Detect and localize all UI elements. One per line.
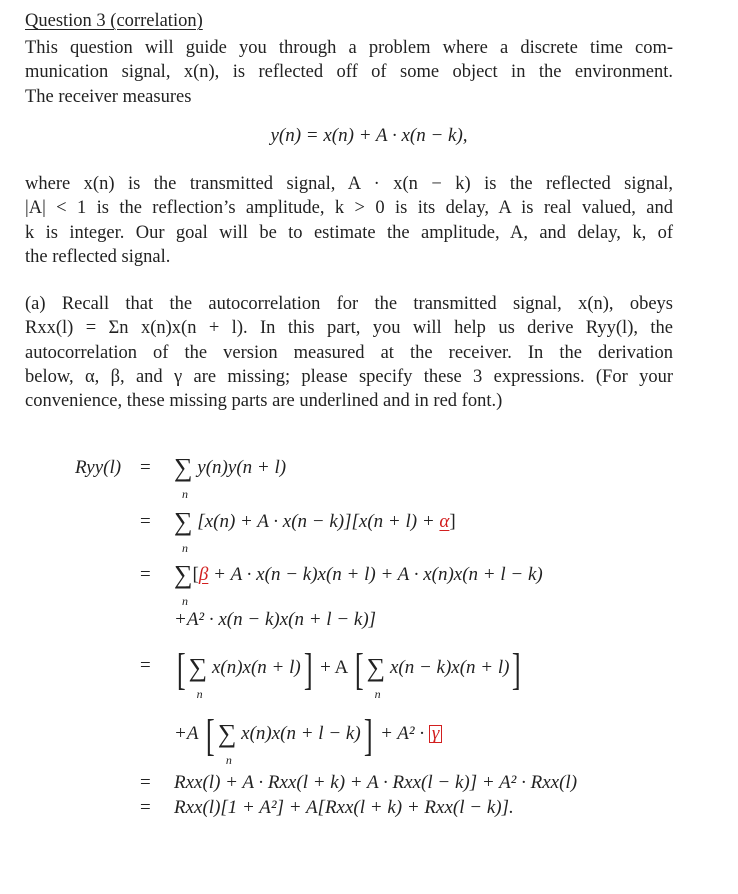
part-a-line-2: Rxx(l) = Σn x(n)x(n + l). In this part, you will help us derive Ryy(l), the xyxy=(25,318,673,339)
line-8-expr: Rxx(l)[1 + A²] + A[Rxx(l + k) + Rxx(l − k)]. xyxy=(174,797,514,818)
sum-symbol: ∑ n xyxy=(366,653,386,701)
sum-symbol: ∑ n xyxy=(174,453,193,501)
part-a-line-4: below, α, β, and γ are missing; please specify these 3 expressions. (For your xyxy=(25,366,673,387)
derivation-lhs: Ryy(l) xyxy=(75,457,122,478)
where-line-3: k is integer. Our goal will be to estimate the amplitude, A, and delay, k, of xyxy=(25,222,673,243)
line-5-expr-b: x(n − k)x(n + l) xyxy=(389,657,510,678)
gamma-placeholder: γ xyxy=(429,725,443,743)
alpha-placeholder: α xyxy=(439,511,450,532)
intro-paragraph xyxy=(25,36,673,109)
equals-sign: = xyxy=(140,457,151,478)
where-paragraph xyxy=(25,172,673,269)
part-a-paragraph xyxy=(25,292,673,413)
equals-sign: = xyxy=(140,564,151,585)
beta-placeholder: β xyxy=(198,564,209,585)
line-1-expr: y(n)y(n + l) xyxy=(197,457,287,478)
intro-line-1: This question will guide you through a problem where a discrete time com- xyxy=(25,38,673,58)
line-6-expr-b: + A² · xyxy=(380,723,429,744)
line-5-expr-a: x(n)x(n + l) xyxy=(211,657,301,678)
line-2-expr-b: ] xyxy=(449,511,456,532)
part-a-line-5: convenience, these missing parts are underlined and in red font.) xyxy=(25,391,503,412)
question-page: Question 3 (correlation) This question will guide you through a problem where a discrete time com- munication signal, x(n), is reflected off of some object in the environment. The receiver measures y(n) = x(n) + A · x(n − k), where x(n) is the transmitted signal, A · x(n − k) is the reflected signal, |A| < 1 is the reflection’s amplitude, k > 0 is its delay, A is real valued, and k is integer. Our goal will be to estimate the amplitude, A, and delay, k, of the reflected signal. (a) Recall that the autocorrelation for the transmitted signal, x(n), obeys Rxx(l) = Σn x(n)x(n + l). In this part, you will help us derive Ryy(l), the autocorrelation of the version measured at the receiver. In the derivation below, α, β, and γ are missing; please specify these 3 expressions. (For your convenience, these missing parts are underlined and in red font.) Ryy(l) = ∑ n y(n)y(n + l) = ∑ n [x(n) + A · x(n − k)][x(n + l) + α] = ∑ n [β + A · x(n − k)x(n + l) + A · x(n)x(n + l − k) +A² · x(n − k)x(n + l − k)] = [ ∑ n x(n)x(n + l)] + A [ ∑ n x(n − k)x(n + l)] +A [ ∑ n x(n)x(n + l − k)] + A² · γ = Rxx(l) + A · Rxx(l + k) + A · Rxx(l − k)] + A² · Rxx(l) = Rxx(l)[1 + A²] + A[Rxx(l + k) + Rxx(l − k)]. xyxy=(0,0,738,894)
sum-symbol: ∑ n xyxy=(174,507,193,555)
line-2-expr-a: [x(n) + A · x(n − k)][x(n + l) + xyxy=(197,511,440,532)
line-6-expr-a: x(n)x(n + l − k) xyxy=(241,723,361,744)
where-line-2: |A| < 1 is the reflection’s amplitude, k > 0 is its delay, A is real valued, and xyxy=(25,198,673,219)
where-line-1: where x(n) is the transmitted signal, A · x(n − k) is the reflected signal, xyxy=(25,174,673,194)
sum-symbol: ∑ n xyxy=(188,653,208,701)
question-title: Question 3 (correlation) xyxy=(25,11,203,31)
main-equation: y(n) = x(n) + A · x(n − k), xyxy=(270,125,468,146)
part-a-line-1: (a) Recall that the autocorrelation for the transmitted signal, x(n), obeys xyxy=(25,294,673,314)
intro-line-3: The receiver measures xyxy=(25,86,192,107)
line-5-plus: + A xyxy=(320,657,348,678)
equals-sign: = xyxy=(140,797,151,818)
part-a-line-3: autocorrelation of the version measured at the receiver. In the derivation xyxy=(25,342,673,363)
sum-symbol: ∑ n xyxy=(217,719,237,767)
line-6-plus-a: +A xyxy=(174,723,199,744)
sum-symbol: ∑ n xyxy=(174,560,193,608)
equals-sign: = xyxy=(140,655,151,676)
line-7-expr: Rxx(l) + A · Rxx(l + k) + A · Rxx(l − k)] + A² · Rxx(l) xyxy=(174,772,578,793)
equals-sign: = xyxy=(140,772,151,793)
intro-line-2: munication signal, x(n), is reflected off of some object in the environment. xyxy=(25,62,673,83)
line-3-expr: + A · x(n − k)x(n + l) + A · x(n)x(n + l − k) xyxy=(208,564,543,585)
where-line-4: the reflected signal. xyxy=(25,246,171,267)
equals-sign: = xyxy=(140,511,151,532)
line-4-expr: +A² · x(n − k)x(n + l − k)] xyxy=(174,609,377,630)
